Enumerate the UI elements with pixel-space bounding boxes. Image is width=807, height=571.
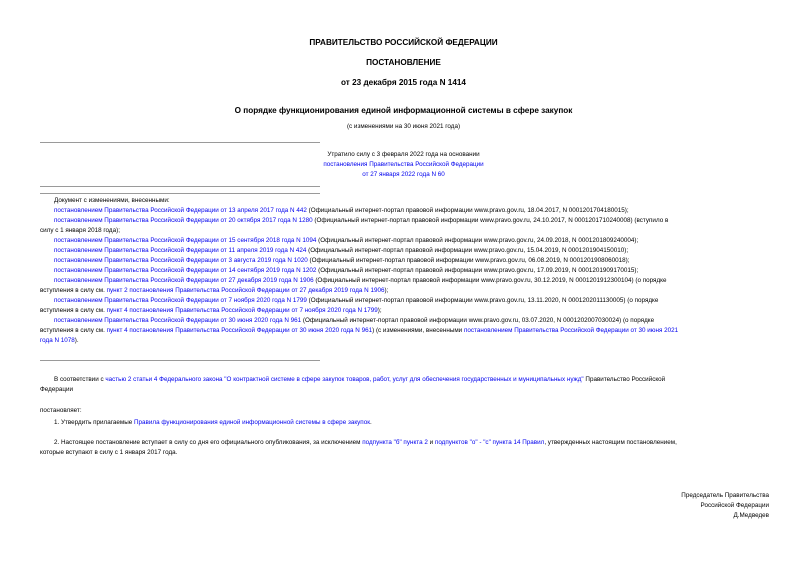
divider (40, 142, 320, 143)
amendment-link[interactable]: пункт 4 постановления Правительства Российской Федерации от 7 ноября 2020 года N 1799 (106, 307, 378, 314)
void-notice-text: Утратило силу с 3 февраля 2022 года на основании (327, 151, 480, 158)
amendment-link[interactable]: постановлением Правительства Российской Федерации от 30 июня 2020 года N 961 (54, 317, 302, 324)
list-item: силу с 1 января 2018 года); (40, 227, 120, 234)
clause-2: 2. Настоящее постановление вступает в силу со дня его официального опубликования, за исключением подпункта "б" пункта 2 и подпунктов "о" - "с" пункта 14 Правил, утвержденных настоящим постановлением, (54, 439, 677, 446)
divider (40, 360, 320, 361)
list-item: вступления в силу см. пункт 4 постановления Правительства Российской Федерации от 7 ноября 2020 года N 1799); (40, 307, 382, 314)
list-item: постановлением Правительства Российской Федерации от 3 августа 2019 года N 1020 (Официальный интернет-портал правовой информации www.pravo.gov.ru, 06.08.2019, N 0001201908060018); (54, 257, 630, 264)
list-item: года N 1078). (40, 337, 79, 344)
amendment-link[interactable]: постановлением Правительства Российской Федерации от 3 августа 2019 года N 1020 (54, 257, 308, 264)
amendment-link[interactable]: постановлением Правительства Российской Федерации от 14 сентября 2019 года N 1202 (54, 267, 317, 274)
resolves-text: постановляет: (40, 407, 82, 414)
amendment-link[interactable]: постановлением Правительства Российской Федерации от 30 июня 2021 (463, 327, 679, 334)
preamble-paragraph: В соответствии с частью 2 статьи 4 Федерального закона "О контрактной системе в сфере закупок товаров, работ, услуг для обеспечения государственных и муниципальных нужд" Правительство Российской (54, 376, 666, 383)
list-item: вступления в силу см. пункт 4 постановления Правительства Российской Федерации от 30 июня 2020 года N 961) (с изменениями, внесенными постановлением Правительства Российской Федерации от 30 июня 2021 (40, 327, 679, 334)
list-item: постановлением Правительства Российской Федерации от 27 декабря 2019 года N 1906 (Официальный интернет-портал правовой информации www.pravo.gov.ru, 30.12.2019, N 0001201912300104) (о порядке (54, 277, 667, 284)
document-date-number: от 23 декабря 2015 года N 1414 (341, 78, 466, 87)
subclauses-link[interactable]: подпунктов "о" - "с" пункта 14 Правил (434, 439, 545, 446)
list-item: постановлением Правительства Российской Федерации от 7 ноября 2020 года N 1799 (Официальный интернет-портал правовой информации www.pravo.gov.ru, 13.11.2020, N 0001202011130005) (о порядке (54, 297, 659, 304)
subclause-link[interactable]: подпункта "б" пункта 2 (362, 439, 428, 446)
amendment-link[interactable]: постановлением Правительства Российской Федерации от 11 апреля 2019 года N 424 (54, 247, 307, 254)
amendment-link[interactable]: постановлением Правительства Российской Федерации от 13 апреля 2017 года N 442 (54, 207, 307, 214)
amendment-link[interactable]: года N 1078 (40, 337, 75, 344)
amendment-link[interactable]: постановлением Правительства Российской Федерации от 27 декабря 2019 года N 1906 (54, 277, 314, 284)
amendment-link[interactable]: постановлением Правительства Российской Федерации от 7 ноября 2020 года N 1799 (54, 297, 307, 304)
amendment-link[interactable]: пункт 2 постановления Правительства Российской Федерации от 27 декабря 2019 года N 1906 (106, 287, 385, 294)
clause-1: 1. Утвердить прилагаемые Правила функционирования единой информационной системы в сфере закупок. (54, 419, 372, 426)
list-item: постановлением Правительства Российской Федерации от 30 июня 2020 года N 961 (Официальный интернет-портал правовой информации www.pravo.gov.ru, 03.07.2020, N 0001202007030024) (о порядке (54, 317, 655, 324)
amendment-link[interactable]: постановлением Правительства Российской Федерации от 20 октября 2017 года N 1280 (54, 217, 313, 224)
list-item: постановлением Правительства Российской Федерации от 13 апреля 2017 года N 442 (Официальный интернет-портал правовой информации www.pravo.gov.ru, 18.04.2017, N 0001201704180015); (54, 207, 629, 214)
divider (40, 193, 320, 194)
amendments-heading: Документ с изменениями, внесенными: (54, 197, 170, 204)
void-notice-link-date[interactable]: от 27 января 2022 года N 60 (362, 171, 445, 178)
list-item: постановлением Правительства Российской Федерации от 11 апреля 2019 года N 424 (Официальный интернет-портал правовой информации www.pravo.gov.ru, 15.04.2019, N 0001201904150010); (54, 247, 629, 254)
list-item: вступления в силу см. пункт 2 постановления Правительства Российской Федерации от 27 декабря 2019 года N 1906); (40, 287, 389, 294)
clause-2-continuation: которые вступают в силу с 1 января 2017 года. (40, 449, 178, 456)
revision-note: (с изменениями на 30 июня 2021 года) (346, 123, 461, 130)
government-heading: ПРАВИТЕЛЬСТВО РОССИЙСКОЙ ФЕДЕРАЦИИ (309, 38, 498, 47)
list-item: постановлением Правительства Российской Федерации от 14 сентября 2019 года N 1202 (Официальный интернет-портал правовой информации www.pravo.gov.ru, 17.09.2019, N 0001201909170015); (54, 267, 639, 274)
rules-link[interactable]: Правила функционирования единой информационной системы в сфере закупок (134, 419, 370, 426)
divider (40, 186, 320, 187)
document-title: О порядке функционирования единой информационной системы в сфере закупок (234, 106, 573, 115)
document-type: ПОСТАНОВЛЕНИЕ (366, 58, 441, 67)
list-item: постановлением Правительства Российской Федерации от 20 октября 2017 года N 1280 (Официальный интернет-портал правовой информации www.pravo.gov.ru, 24.10.2017, N 0001201710240008) (вступило в (54, 217, 669, 224)
signature-name: Д.Медведев (733, 512, 769, 519)
void-notice-link[interactable]: постановления Правительства Российской Федерации (323, 161, 484, 168)
amendment-link[interactable]: постановлением Правительства Российской Федерации от 15 сентября 2018 года N 1094 (54, 237, 317, 244)
signature-position: Председатель Правительства (681, 492, 769, 499)
amendment-link[interactable]: пункт 4 постановления Правительства Российской Федерации от 30 июня 2020 года N 961 (106, 327, 373, 334)
preamble-continuation: Федерации (40, 386, 73, 393)
list-item: постановлением Правительства Российской Федерации от 15 сентября 2018 года N 1094 (Официальный интернет-портал правовой информации www.pravo.gov.ru, 24.09.2018, N 0001201809240004); (54, 237, 639, 244)
federal-law-link[interactable]: частью 2 статьи 4 Федерального закона "О контрактной системе в сфере закупок товаров, работ, услуг для обеспечения государственных и муниципальных нужд" (105, 376, 584, 383)
signature-country: Российской Федерации (700, 502, 769, 509)
